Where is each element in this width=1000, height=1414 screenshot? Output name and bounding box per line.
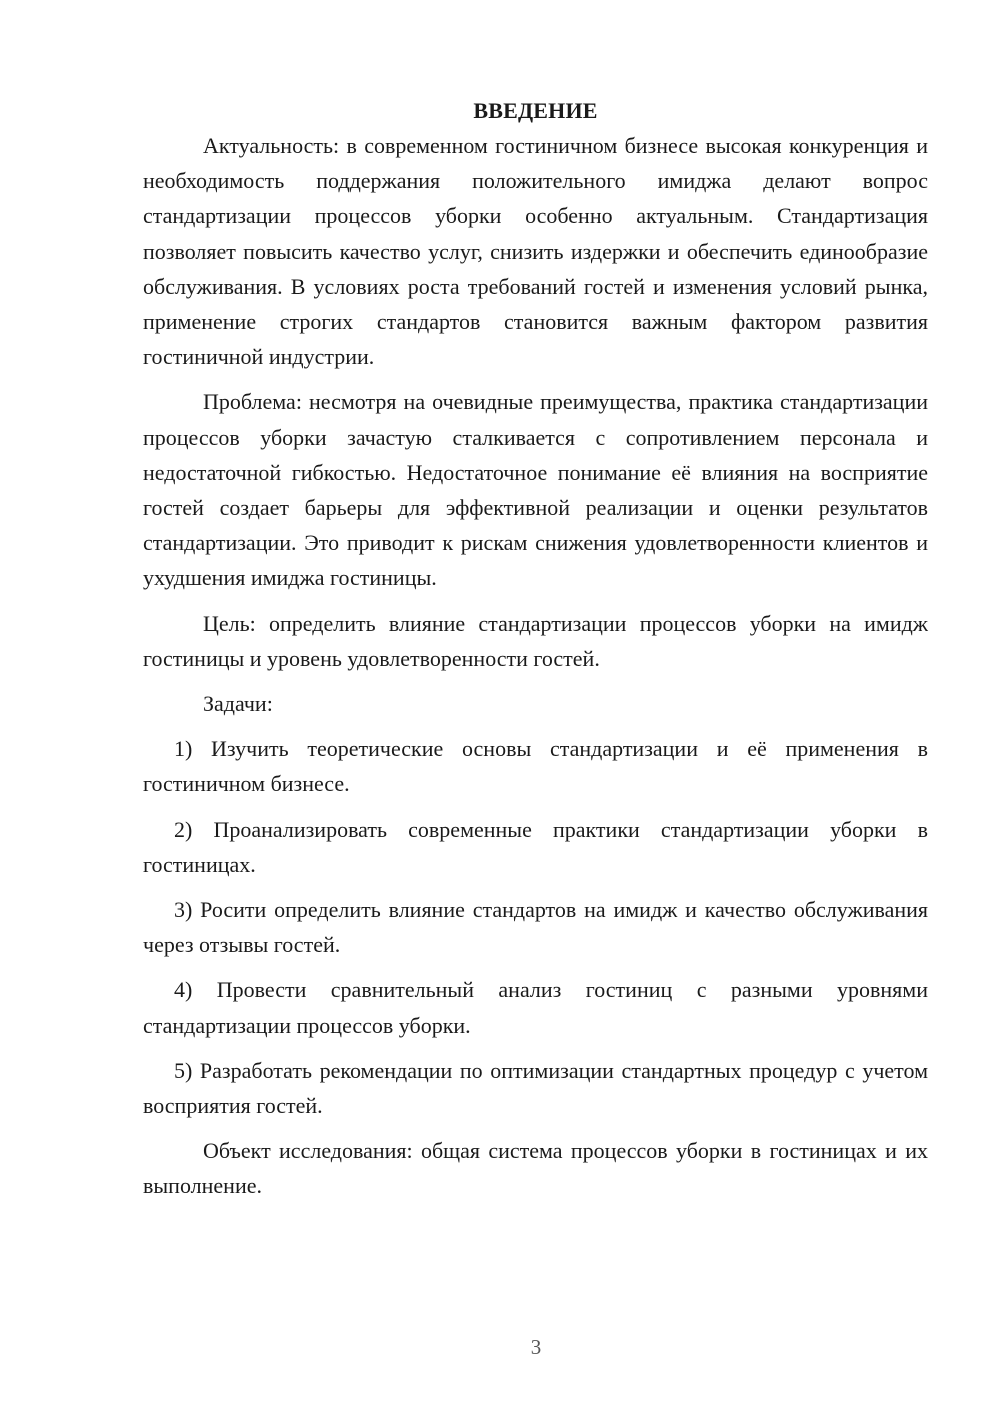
- tasks-heading: Задачи:: [203, 691, 273, 717]
- task-item-4: 4) Провести сравнительный анализ гостиниц с разными уровнями стандартизации процессов уборки.: [143, 977, 928, 1038]
- task-item-3: 3) Росити определить влияние стандартов на имидж и качество обслуживания через отзывы гостей.: [143, 897, 928, 958]
- paragraph-problem: Проблема: несмотря на очевидные преимущества, практика стандартизации процессов уборки зачастую сталкивается с сопротивлением персонала и недостаточной гибкостью. Недостаточное понимание её влияния на восприятие гостей создает барьеры для эффективной реализации и оценки результатов стандартизации. Это приводит к рискам снижения удовлетворенности клиентов и ухудшения имиджа гостиницы.: [143, 389, 928, 591]
- task-item-5: 5) Разработать рекомендации по оптимизации стандартных процедур с учетом восприятия гостей.: [143, 1057, 928, 1119]
- document-title: ВВЕДЕНИЕ: [473, 98, 598, 123]
- document-page: [143, 93, 928, 1214]
- page-number: 3: [530, 1335, 542, 1359]
- task-item-1: 1) Изучить теоретические основы стандартизации и её применения в гостиничном бизнесе.: [143, 736, 928, 797]
- paragraph-object: Объект исследования: общая система процессов уборки в гостиницах и их выполнение.: [143, 1138, 928, 1199]
- paragraph-relevance: Актуальность: в современном гостиничном бизнесе высокая конкуренция и необходимость поддержания положительного имиджа делают вопрос стандартизации процессов уборки особенно актуальным. Стандартизация позволяет повысить качество услуг, снизить издержки и обеспечить единообразие обслуживания. В условиях роста требований гостей и изменения условий рынка, применение строгих стандартов становится важным фактором развития гостиничной индустрии.: [143, 133, 928, 370]
- task-item-2: 2) Проанализировать современные практики стандартизации уборки в гостиницах.: [143, 816, 928, 877]
- paragraph-goal: Цель: определить влияние стандартизации процессов уборки на имидж гостиницы и уровень удовлетворенности гостей.: [143, 610, 928, 671]
